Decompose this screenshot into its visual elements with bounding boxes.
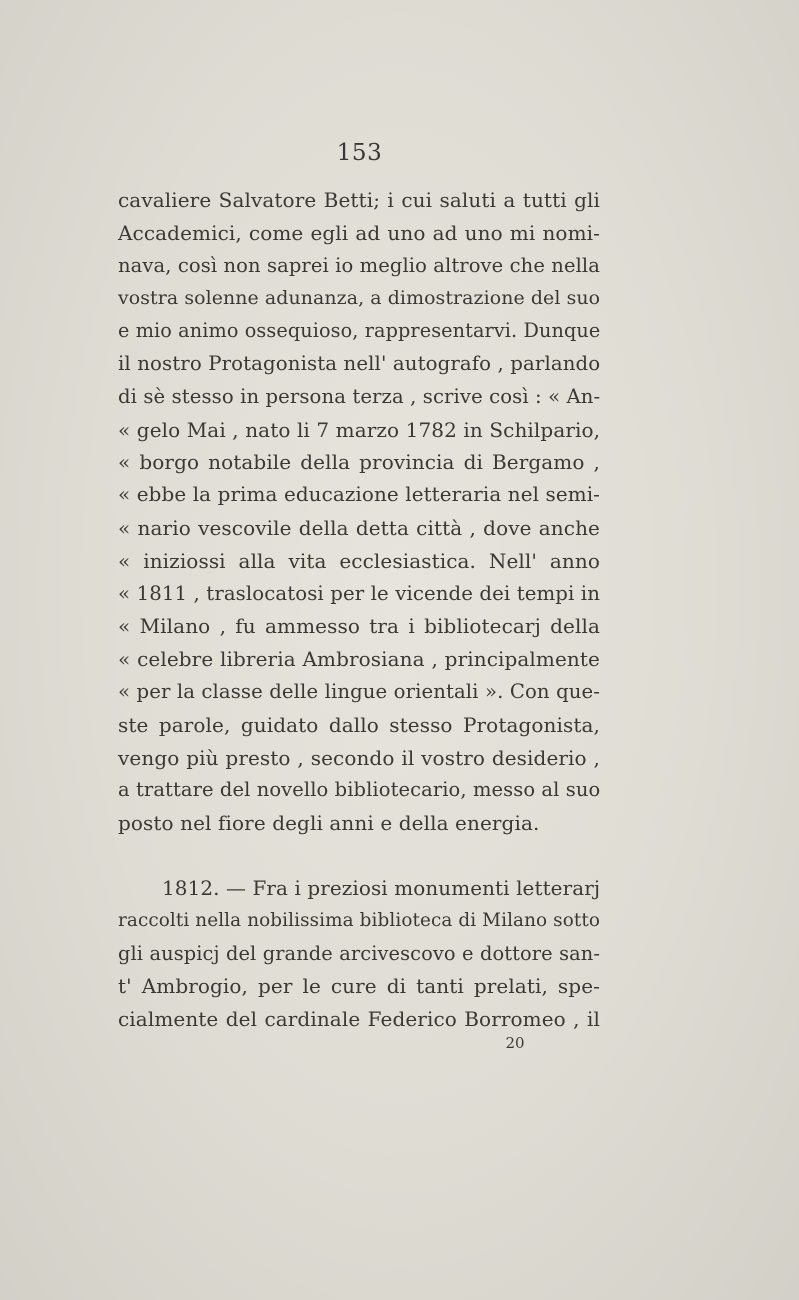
text-line: ste parole, guidato dallo stesso Protagonista, <box>118 712 600 737</box>
text-line: il nostro Protagonista nell' autografo , parlando <box>118 351 601 375</box>
text-line: gli auspicj del grande arcivescovo e dottore san- <box>118 941 600 965</box>
text-line: « 1811 , traslocatosi per le vicende dei tempi in <box>118 581 600 605</box>
text-line: Accademici, come egli ad uno ad uno mi nomi- <box>118 220 600 245</box>
text-line: nava, così non saprei io meglio altrove che nella <box>118 253 600 277</box>
body-text <box>118 184 600 1036</box>
text-line: « iniziossi alla vita ecclesiastica. Nell' anno <box>118 548 600 573</box>
text-line: « celebre libreria Ambrosiana , principalmente <box>118 647 600 672</box>
text-line: « per la classe delle lingue orientali ». Con que- <box>118 679 600 703</box>
paragraph-1 <box>118 184 600 840</box>
signature-mark: 20 <box>505 1034 525 1052</box>
text-line: raccolti nella nobilissima biblioteca di Milano sotto <box>118 909 600 931</box>
text-line: 1812. — Fra i preziosi monumenti letterarj <box>162 875 601 900</box>
text-line: cavaliere Salvatore Betti; i cui saluti a tutti gli <box>118 188 600 212</box>
text-line: « borgo notabile della provincia di Bergamo , <box>118 450 600 475</box>
text-line: e mio animo ossequioso, rappresentarvi. Dunque <box>118 319 601 343</box>
text-line: cialmente del cardinale Federico Borromeo , il <box>118 1007 600 1032</box>
page-number: 153 <box>336 140 383 166</box>
text-line: posto nel fiore degli anni e della energia. <box>118 811 540 836</box>
text-line: a trattare del novello bibliotecario, messo al suo <box>118 778 601 802</box>
text-line: di sè stesso in persona terza , scrive così : « An- <box>118 384 601 408</box>
text-line: « ebbe la prima educazione letteraria nel semi- <box>118 483 600 507</box>
paragraph-gap <box>118 840 600 872</box>
text-line: vostra solenne adunanza, a dimostrazione del suo <box>118 287 601 310</box>
text-line: vengo più presto , secondo il vostro desiderio , <box>118 745 600 770</box>
text-line: « gelo Mai , nato li 7 marzo 1782 in Schilpario, <box>118 417 601 442</box>
text-line: « nario vescovile della detta città , dove anche <box>118 515 600 540</box>
paragraph-2 <box>118 872 600 1036</box>
text-line: t' Ambrogio, per le cure di tanti prelati, spe- <box>118 974 600 999</box>
text-line: « Milano , fu ammesso tra i bibliotecarj della <box>118 614 600 639</box>
